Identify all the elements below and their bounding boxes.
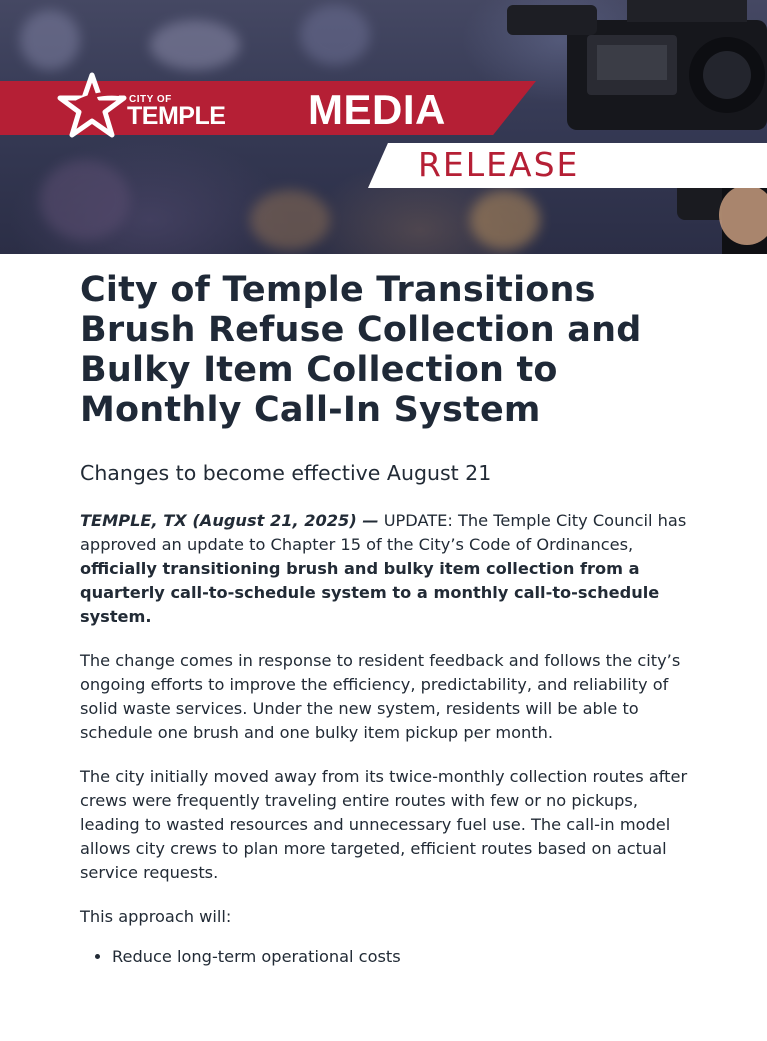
article xyxy=(80,270,700,969)
background-bokeh xyxy=(20,10,80,70)
article-title: City of Temple Transitions Brush Refuse Collection and Bulky Item Collection to Monthly Call-In System xyxy=(80,270,642,430)
paragraph-1-text: UPDATE: The Temple City Council has approved an update to Chapter 15 of the City’s Code of Ordinances, xyxy=(80,511,687,554)
paragraph-2: The change comes in response to resident feedback and follows the city’s ongoing efforts to improve the efficiency, predictability, and reliability of solid waste services. Under the new system, residents will be able to schedule one brush and one bulky item pickup per month. xyxy=(80,651,681,742)
background-bokeh xyxy=(250,190,330,250)
paragraph-4: This approach will: xyxy=(80,907,232,926)
paragraph-1 xyxy=(80,509,700,629)
video-camera-image xyxy=(477,0,767,254)
logo-temple-text: TEMPLE xyxy=(127,102,226,130)
paragraph-3: The city initially moved away from its twice-monthly collection routes after crews were frequently traveling entire routes with few or no pickups, leading to wasted resources and unnecessary fuel use. The call-in model allows city crews to plan more targeted, efficient routes based on actual service requests. xyxy=(80,767,688,882)
star-icon xyxy=(57,72,127,138)
bullet-list xyxy=(80,945,700,969)
media-release-banner xyxy=(0,0,767,254)
paragraph-1-bold: officially transitioning brush and bulky item collection from a quarterly call-to-schedule system to a monthly call-to-schedule system. xyxy=(80,559,660,626)
article-subtitle: Changes to become effective August 21 xyxy=(80,461,492,485)
background-bokeh xyxy=(300,5,370,65)
background-bokeh xyxy=(40,160,130,240)
list-item: • Reduce long-term operational costs xyxy=(112,945,700,969)
background-bokeh xyxy=(150,20,240,70)
media-heading: MEDIA xyxy=(308,86,446,133)
city-of-temple-logo xyxy=(57,72,226,138)
dateline: TEMPLE, TX (August 21, 2025) — xyxy=(80,511,379,530)
release-heading: RELEASE xyxy=(418,145,580,184)
logo-city-text: CITY OF xyxy=(129,94,172,105)
